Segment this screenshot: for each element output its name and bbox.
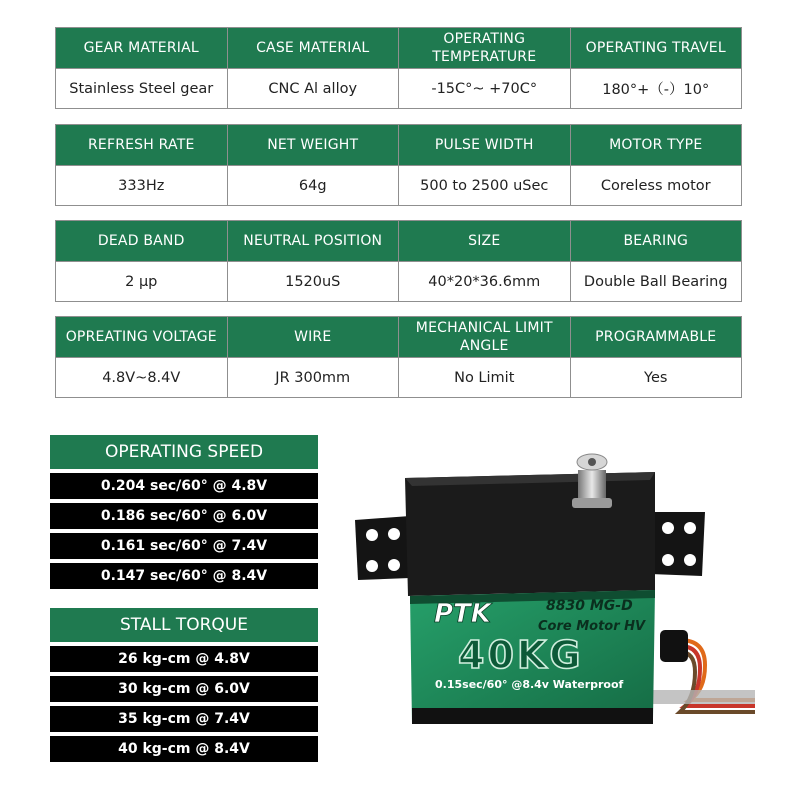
header-operating-temperature: OPERATING TEMPERATURE: [399, 28, 571, 69]
operating-speed-title: OPERATING SPEED: [50, 435, 318, 471]
stall-torque-row: 40 kg-cm @ 8.4V: [50, 736, 318, 762]
header-bearing: BEARING: [570, 221, 742, 262]
value-refresh-rate: 333Hz: [56, 166, 228, 206]
operating-speed-row: 0.147 sec/60° @ 8.4V: [50, 563, 318, 589]
value-operating-voltage: 4.8V~8.4V: [56, 358, 228, 398]
operating-speed-block: [50, 435, 318, 589]
value-dead-band: 2 μp: [56, 262, 228, 302]
stall-torque-row: 35 kg-cm @ 7.4V: [50, 706, 318, 732]
header-mechanical-limit-angle: MECHANICAL LIMIT ANGLE: [399, 317, 571, 358]
header-net-weight: NET WEIGHT: [227, 125, 399, 166]
header-case-material: CASE MATERIAL: [227, 28, 399, 69]
value-neutral-position: 1520uS: [227, 262, 399, 302]
stall-torque-row: 26 kg-cm @ 4.8V: [50, 646, 318, 672]
servo-spec-text: 0.15sec/60° @8.4v Waterproof: [435, 678, 624, 691]
header-dead-band: DEAD BAND: [56, 221, 228, 262]
header-refresh-rate: REFRESH RATE: [56, 125, 228, 166]
header-pulse-width: PULSE WIDTH: [399, 125, 571, 166]
value-operating-temperature: -15C°~ +70C°: [399, 69, 571, 109]
value-mechanical-limit-angle: No Limit: [399, 358, 571, 398]
servo-model-text: 8830 MG-D: [546, 598, 633, 614]
spec-table-1: [55, 27, 742, 109]
header-operating-travel: OPERATING TRAVEL: [570, 28, 742, 69]
header-motor-type: MOTOR TYPE: [570, 125, 742, 166]
servo-output-shaft: [572, 454, 612, 508]
operating-speed-row: 0.204 sec/60° @ 4.8V: [50, 473, 318, 499]
stall-torque-block: [50, 608, 318, 762]
operating-speed-row: 0.186 sec/60° @ 6.0V: [50, 503, 318, 529]
servo-motor-text: Core Motor HV: [538, 619, 646, 634]
spec-table-4: [55, 316, 742, 398]
header-wire: WIRE: [227, 317, 399, 358]
stall-torque-title: STALL TORQUE: [50, 608, 318, 644]
servo-brand-logo: PTK: [434, 599, 491, 629]
value-pulse-width: 500 to 2500 uSec: [399, 166, 571, 206]
value-wire: JR 300mm: [227, 358, 399, 398]
stall-torque-row: 30 kg-cm @ 6.0V: [50, 676, 318, 702]
value-gear-material: Stainless Steel gear: [56, 69, 228, 109]
header-operating-voltage: OPREATING VOLTAGE: [56, 317, 228, 358]
servo-top-cap: [405, 472, 655, 596]
value-bearing: Double Ball Bearing: [570, 262, 742, 302]
header-neutral-position: NEUTRAL POSITION: [227, 221, 399, 262]
header-size: SIZE: [399, 221, 571, 262]
servo-torque-text: 40KG: [458, 633, 584, 677]
spec-table-2: [55, 124, 742, 206]
value-motor-type: Coreless motor: [570, 166, 742, 206]
operating-speed-row: 0.161 sec/60° @ 7.4V: [50, 533, 318, 559]
value-size: 40*20*36.6mm: [399, 262, 571, 302]
value-programmable: Yes: [570, 358, 742, 398]
servo-wires: [650, 630, 755, 712]
spec-table-3: [55, 220, 742, 302]
value-operating-travel: 180°+（-）10°: [570, 69, 742, 109]
value-net-weight: 64g: [227, 166, 399, 206]
servo-motor-image: [350, 450, 760, 740]
value-case-material: CNC Al alloy: [227, 69, 399, 109]
header-programmable: PROGRAMMABLE: [570, 317, 742, 358]
header-gear-material: GEAR MATERIAL: [56, 28, 228, 69]
